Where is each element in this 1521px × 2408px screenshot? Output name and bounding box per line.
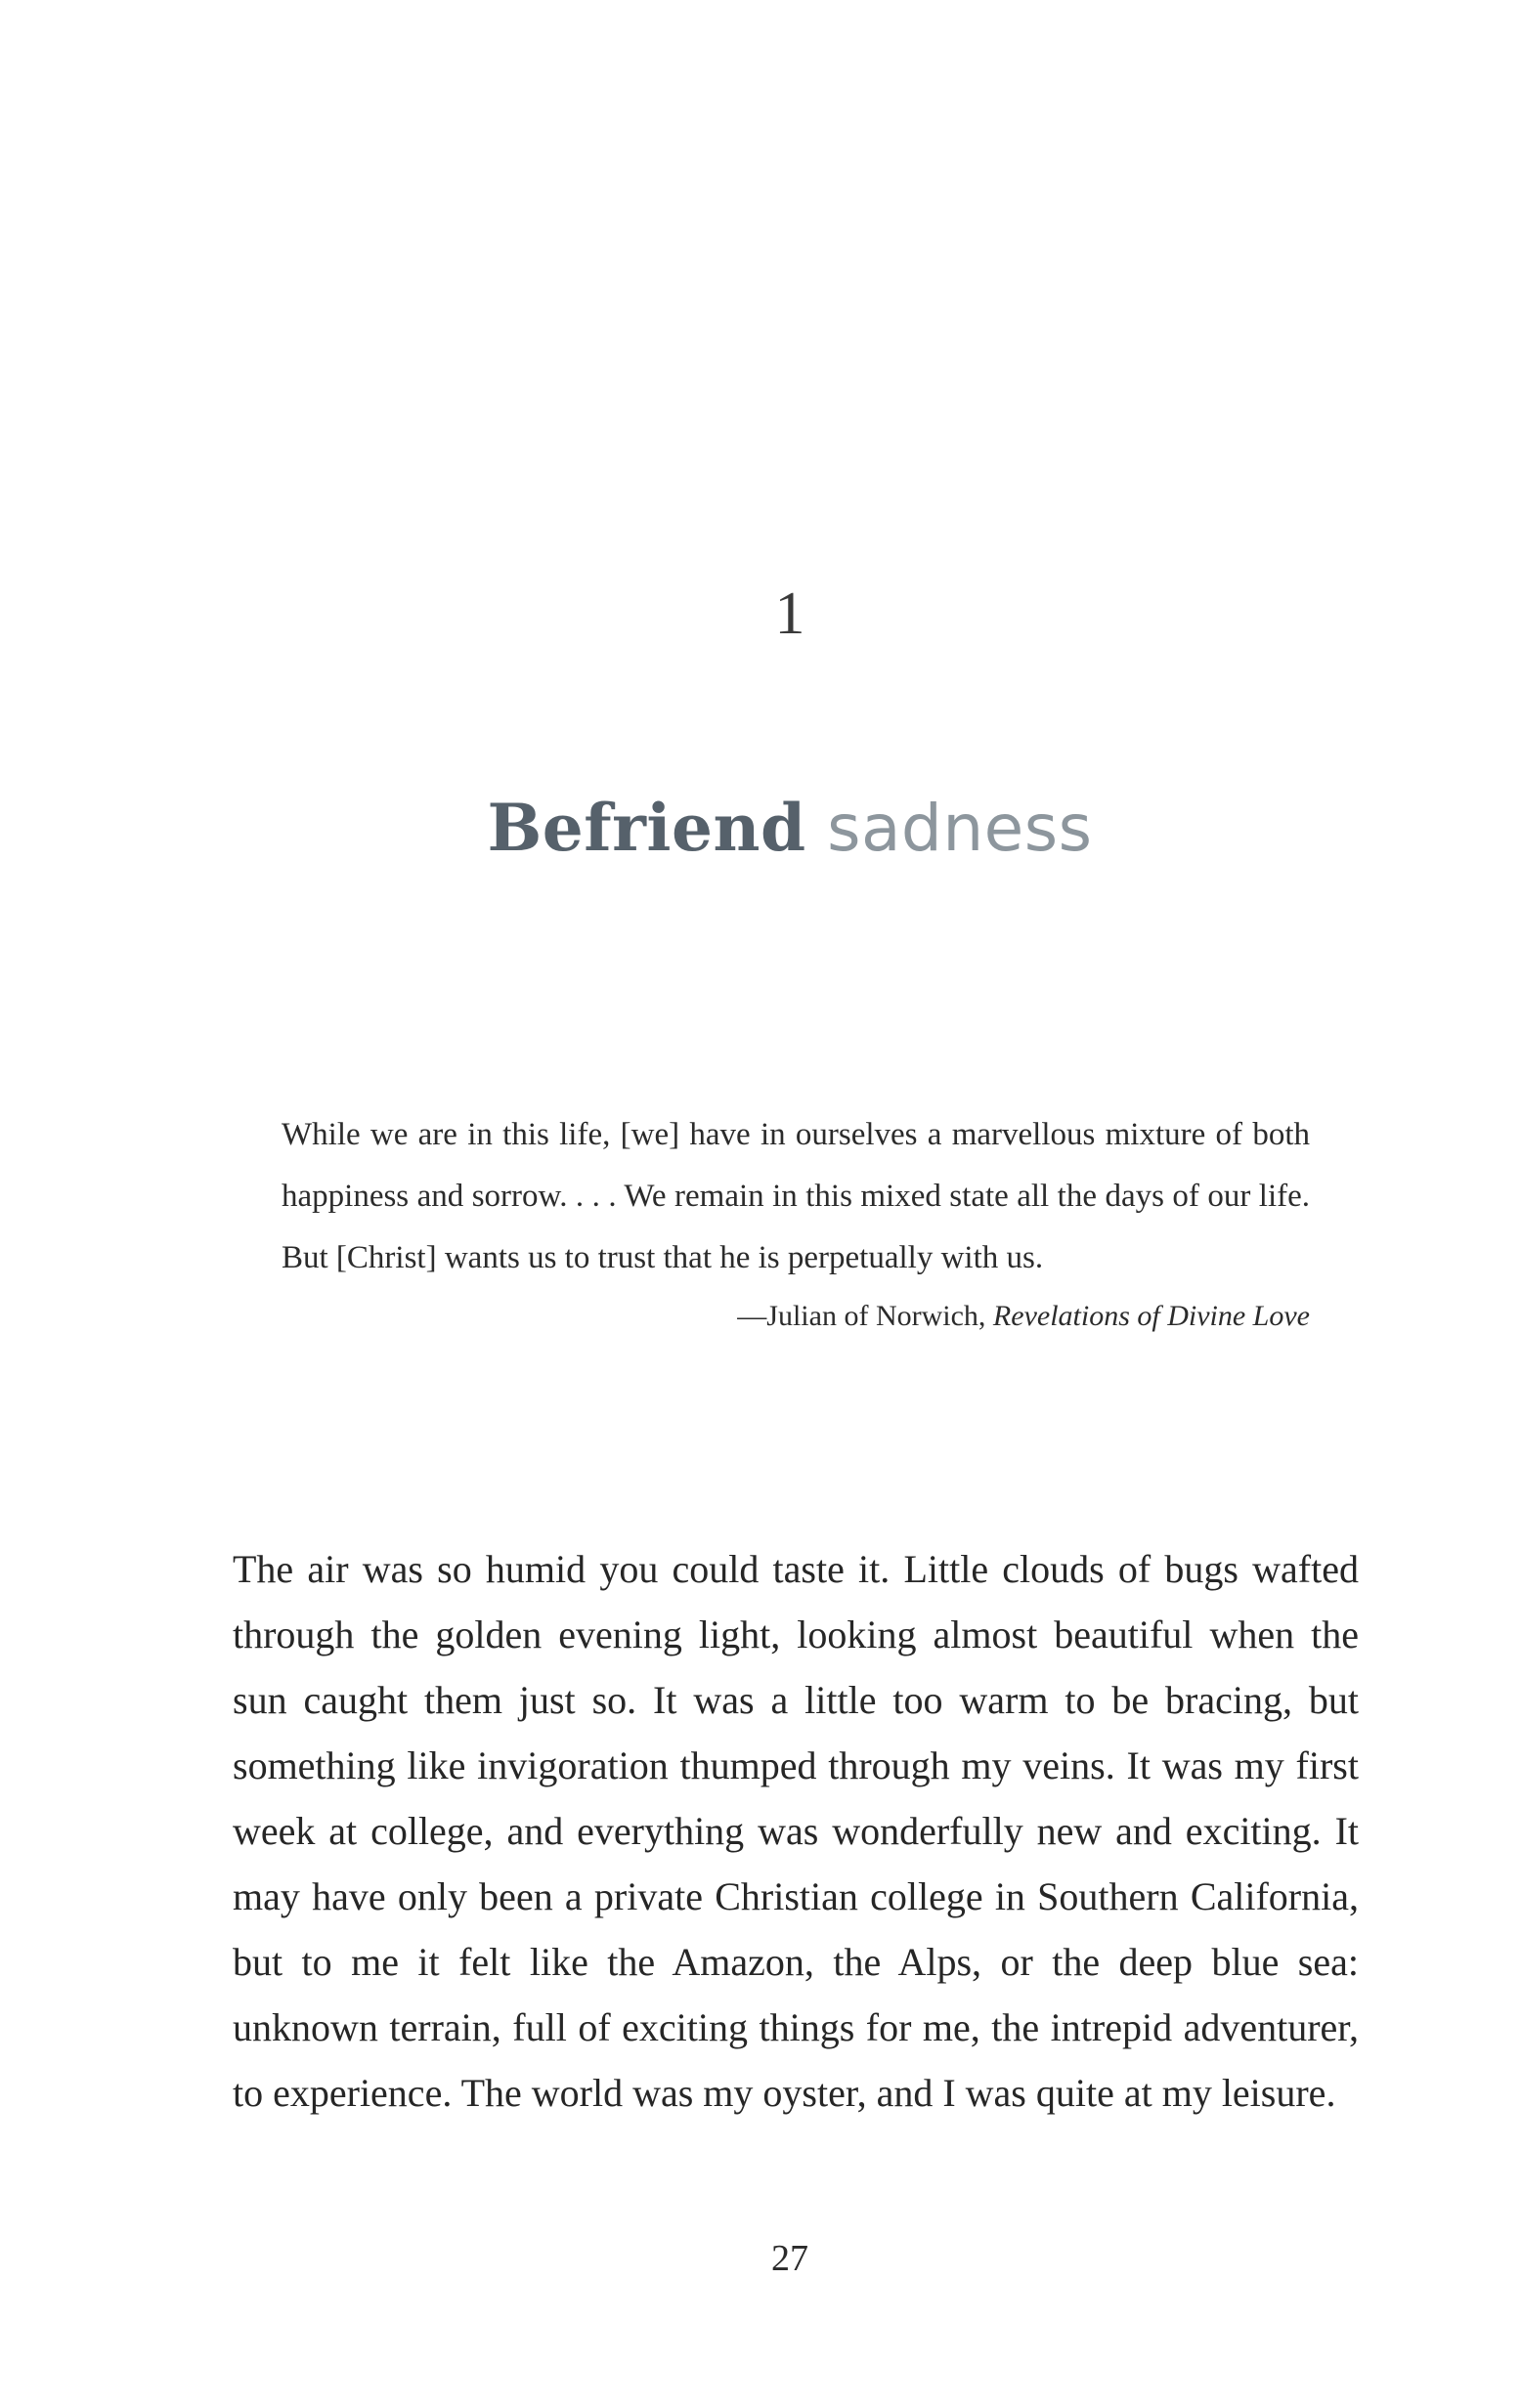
chapter-title-word-1: Befriend [487, 790, 806, 866]
chapter-number: 1 [774, 580, 805, 647]
epigraph-attribution [282, 1295, 1310, 1338]
epigraph-author: —Julian of Norwich, [737, 1300, 993, 1332]
epigraph [282, 1104, 1310, 1338]
body-paragraph: The air was so humid you could taste it. Little clouds of bugs wafted through the golden evening light, looking almost beautiful when the sun caught them just so. It was a little too warm to be bracing, but something like invigoration thumped through my veins. It was my first week at college, and everything was wonderfully new and exciting. It may have only been a private Christian college in Southern California, but to me it felt like the Amazon, the Alps, or the deep blue sea: unknown terrain, full of exciting things for me, the intrepid adventurer, to experience. The world was my oyster, and I was quite at my leisure. [233, 1547, 1359, 2115]
epigraph-quote: While we are in this life, [we] have in ourselves a marvellous mixture of both happiness and sorrow. . . . We remain in this mixed state all the days of our life. But [Christ] wants us to trust that he is perpetually with us. [282, 1117, 1310, 1275]
chapter-title-word-2: sadness [827, 791, 1093, 866]
epigraph-work-title: Revelations of Divine Love [992, 1300, 1310, 1332]
page-number: 27 [771, 2238, 808, 2279]
chapter-title [0, 784, 1521, 873]
